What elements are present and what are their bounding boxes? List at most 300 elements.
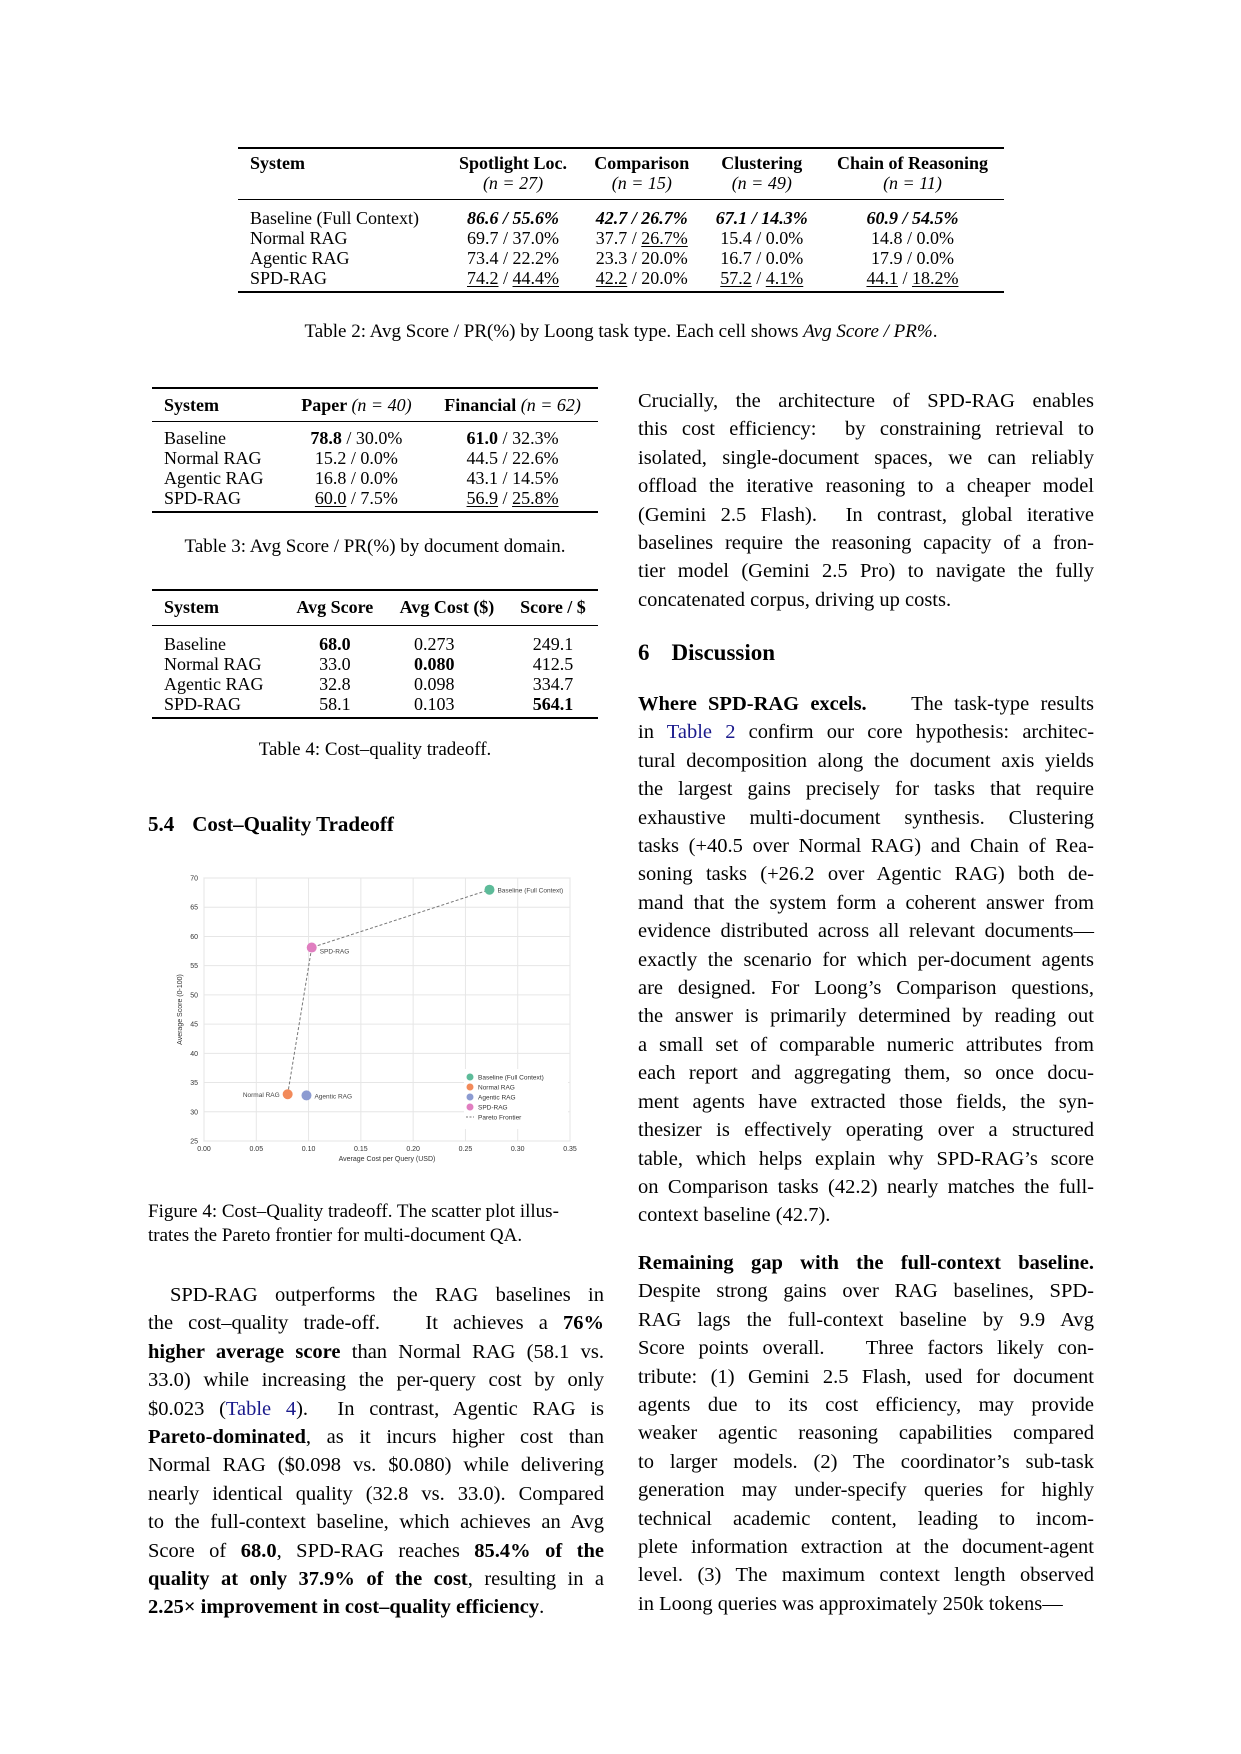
table-cell-system: SPD-RAG xyxy=(250,268,328,288)
cell-pr: 0.0% xyxy=(916,228,954,248)
y-tick-label: 55 xyxy=(190,963,198,971)
cell-pr: 44.4% xyxy=(512,268,560,288)
text-line xyxy=(638,472,1094,500)
table-3 xyxy=(152,387,598,513)
cell-score: 78.8 xyxy=(310,428,342,448)
table-cell xyxy=(427,488,598,512)
table-row xyxy=(152,694,598,718)
cell-score: 44.1 xyxy=(866,268,898,288)
table-row xyxy=(152,654,598,674)
legend-marker xyxy=(467,1074,474,1081)
cell-pr: 54.5% xyxy=(911,208,959,228)
text-line xyxy=(638,1561,1094,1589)
text-span: table, which helps explain why SPD-RAG’s score xyxy=(638,1147,1094,1170)
y-tick-label: 65 xyxy=(190,904,198,912)
text-span: offload the iterative reasoning to a cheaper model xyxy=(638,475,1094,498)
text-line xyxy=(638,557,1094,585)
text-line xyxy=(148,1565,604,1593)
text-line xyxy=(148,1281,604,1309)
x-tick-label: 0.20 xyxy=(406,1146,420,1153)
x-tick-label: 0.15 xyxy=(354,1146,368,1153)
table-4-caption: Table 4: Cost–quality tradeoff. xyxy=(258,739,492,760)
text-span: plete information extraction at the document-agent xyxy=(638,1536,1094,1559)
cell-separator: / xyxy=(498,468,513,488)
text-line xyxy=(638,974,1094,1002)
text-line xyxy=(638,1059,1094,1087)
text-span: Despite strong gains over RAG baselines, SPD- xyxy=(638,1280,1094,1303)
table-4-header-row xyxy=(152,590,598,626)
table-row xyxy=(238,200,1004,229)
legend-label: Normal RAG xyxy=(478,1084,515,1092)
x-tick-label: 0.05 xyxy=(249,1146,264,1153)
table-2-header-4 xyxy=(821,148,1004,200)
cell-score: 74.2 xyxy=(467,268,499,288)
cell-pr: 20.0% xyxy=(641,248,688,268)
text-line xyxy=(148,1309,604,1337)
text-line xyxy=(638,1476,1094,1504)
text-span: to larger models. (2) The coordinator’s sub-task xyxy=(638,1450,1094,1473)
text-span: 33.0) while increasing the per-query cost by only xyxy=(148,1369,604,1392)
table-row xyxy=(152,626,598,655)
text-line xyxy=(148,1537,604,1565)
text-line xyxy=(638,1116,1094,1144)
cell-pr: 0.0% xyxy=(360,448,398,468)
table-cell xyxy=(445,268,581,292)
text-line xyxy=(148,1338,604,1366)
cell-separator: / xyxy=(498,448,513,468)
cell-pr: 22.2% xyxy=(512,248,560,268)
text-span: the largest gains precisely for tasks that require xyxy=(638,778,1094,801)
cell-score: 86.6 xyxy=(467,208,499,228)
x-axis-label: Average Cost per Query (USD) xyxy=(338,1156,436,1163)
text-span: tier model (Gemini 2.5 Pro) to navigate the fully xyxy=(638,560,1094,583)
table-cell-system: SPD-RAG xyxy=(164,694,242,714)
text-span: Normal RAG ($0.098 vs. $0.080) while delivering xyxy=(148,1454,604,1477)
table-2-header-label: Clustering xyxy=(721,153,803,173)
text-line xyxy=(148,1508,604,1536)
table-cell xyxy=(286,448,427,468)
table-cell xyxy=(286,468,427,488)
text-span: technical academic content, leading to incom- xyxy=(638,1507,1094,1530)
table-2-header-row xyxy=(238,148,1004,200)
text-line xyxy=(638,501,1094,529)
cell-pr: 14.3% xyxy=(761,208,808,228)
table-2-header-label: System xyxy=(250,153,305,173)
table-cell-system: Agentic RAG xyxy=(250,248,350,268)
bold-text: 2.25× improvement in cost–quality efficiency xyxy=(148,1596,540,1619)
table-4-header-0: System xyxy=(152,590,284,626)
text-line xyxy=(638,832,1094,860)
table-cell: 249.1 xyxy=(532,634,574,654)
table-cell: 33.0 xyxy=(319,654,351,674)
text-line xyxy=(638,804,1094,832)
table-cell: 58.1 xyxy=(319,694,351,714)
y-tick-label: 45 xyxy=(190,1021,198,1029)
text-span: a small set of comparable numeric attributes from xyxy=(638,1033,1094,1056)
cell-separator: / xyxy=(751,268,766,288)
text-span: each report and aggregating them, so once docu- xyxy=(638,1062,1094,1085)
y-tick-label: 60 xyxy=(190,933,198,941)
table-3-header-row xyxy=(152,388,598,422)
text-span: generation may under-specify queries for highly xyxy=(638,1479,1094,1502)
text-line xyxy=(638,889,1094,917)
table-2 xyxy=(238,147,1004,293)
text-line xyxy=(148,1480,604,1508)
text-span: mand that the system form a coherent answer from xyxy=(638,891,1094,914)
cell-separator: / xyxy=(897,208,912,228)
text-line xyxy=(638,387,1094,415)
legend-marker xyxy=(467,1094,474,1101)
cell-separator: / xyxy=(498,488,513,508)
y-axis-label: Average Score (0-100) xyxy=(177,974,184,1045)
table-cell: 412.5 xyxy=(532,654,574,674)
legend-label: SPD-RAG xyxy=(478,1104,508,1112)
cell-score: 67.1 xyxy=(715,208,748,228)
table-4-header-1: Avg Score xyxy=(284,590,386,626)
text-line xyxy=(638,1249,1094,1277)
table-cell-system: SPD-RAG xyxy=(164,488,242,508)
scatter-point-spd-rag xyxy=(307,943,317,953)
table-cell-system: Baseline (Full Context) xyxy=(250,208,419,228)
table-cell: 564.1 xyxy=(532,694,574,714)
text-line xyxy=(148,1366,604,1394)
text-line xyxy=(638,444,1094,472)
text-line xyxy=(638,1277,1094,1305)
y-tick-label: 35 xyxy=(190,1080,198,1088)
scatter-point-baseline-full-context- xyxy=(484,885,494,895)
cell-pr: 37.0% xyxy=(512,228,560,248)
text-span: in xyxy=(638,721,667,744)
table-row xyxy=(152,448,598,468)
table-cell xyxy=(581,268,703,292)
table-2-caption: Table 2: Avg Score / PR(%) by Loong task type. Each cell shows Avg Score / PR%. xyxy=(304,321,938,342)
text-span: the cost–quality trade-off. It achieves a xyxy=(148,1312,563,1335)
table-cell xyxy=(427,448,598,468)
text-line xyxy=(638,917,1094,945)
bold-text: quality at only 37.9% of the cost xyxy=(148,1568,468,1591)
table-3-caption: Table 3: Avg Score / PR(%) by document domain. xyxy=(184,536,566,557)
text-line xyxy=(638,860,1094,888)
cell-score: 44.5 xyxy=(466,448,499,468)
table-3-header-financial: Financial (n = 62) xyxy=(427,388,598,422)
cell-pr: 7.5% xyxy=(360,488,398,508)
text-line xyxy=(638,718,1094,746)
bold-text: 68.0 xyxy=(240,1539,277,1562)
text-line xyxy=(638,1334,1094,1362)
cell-pr: 20.0% xyxy=(641,268,688,288)
table-cell: 0.273 xyxy=(414,634,455,654)
text-line xyxy=(638,1419,1094,1447)
cell-pr: 0.0% xyxy=(765,248,804,268)
text-span: tural decomposition along the document axis yields xyxy=(638,749,1094,772)
point-label: Baseline (Full Context) xyxy=(497,887,564,895)
cell-separator: / xyxy=(902,248,917,268)
cell-separator: / xyxy=(341,428,356,448)
bold-text: Where SPD-RAG excels. xyxy=(638,693,867,715)
text-line xyxy=(148,1423,604,1451)
table-cell xyxy=(286,488,427,512)
text-span: nearly identical quality (32.8 vs. 33.0). Compared xyxy=(148,1482,604,1505)
cell-score: 16.8 xyxy=(314,468,347,488)
cell-pr: 4.1% xyxy=(765,268,804,288)
point-label: SPD-RAG xyxy=(319,948,350,956)
cell-separator: / xyxy=(346,488,361,508)
left-paragraph xyxy=(148,1281,604,1622)
text-span: , as it incurs higher cost than xyxy=(305,1426,604,1449)
table-cell-system: Normal RAG xyxy=(164,654,262,674)
cell-separator: / xyxy=(498,428,513,448)
table-4 xyxy=(152,589,598,719)
table-4-header-2: Avg Cost ($) xyxy=(386,590,508,626)
text-line xyxy=(638,775,1094,803)
cell-separator: / xyxy=(498,228,513,248)
legend-marker xyxy=(467,1084,474,1091)
table-cell: 0.098 xyxy=(414,674,455,694)
table-cell xyxy=(286,422,427,449)
cell-score: 37.7 xyxy=(595,228,628,248)
cell-separator: / xyxy=(627,268,642,288)
legend-label: Pareto Frontier xyxy=(478,1114,522,1122)
text-span: evidence distributed across all relevant documents— xyxy=(638,920,1094,943)
section-5-4-heading: 5.4 Cost–Quality Tradeoff xyxy=(148,812,394,836)
text-line xyxy=(148,1593,604,1621)
text-line xyxy=(638,1363,1094,1391)
cell-score: 42.2 xyxy=(595,268,628,288)
table-cell xyxy=(445,228,581,248)
text-line xyxy=(638,946,1094,974)
table-cell: 334.7 xyxy=(532,674,574,694)
cell-separator: / xyxy=(751,228,766,248)
table-row xyxy=(152,488,598,512)
cell-separator: / xyxy=(627,228,642,248)
cell-pr: 18.2% xyxy=(911,268,959,288)
table-cell: 68.0 xyxy=(319,634,351,654)
x-tick-label: 0.10 xyxy=(301,1146,316,1153)
cell-separator: / xyxy=(346,448,361,468)
text-span: thesizer is effectively operating over a structured xyxy=(638,1119,1094,1142)
bold-text: higher average score xyxy=(148,1340,341,1363)
table-cell xyxy=(581,200,703,229)
legend-marker xyxy=(467,1104,474,1111)
table-2-header-n: (n = 11) xyxy=(883,173,942,193)
figure-4-caption: Figure 4: Cost–Quality tradeoff. The scatter plot illus- trates the Pareto frontier for multi-document QA. xyxy=(148,1201,559,1246)
text-span: soning tasks (+26.2 over Agentic RAG) both de- xyxy=(638,863,1094,886)
text-line xyxy=(638,1505,1094,1533)
table-4-header-3: Score / $ xyxy=(508,590,598,626)
cell-separator: / xyxy=(902,228,917,248)
table-2-header-0 xyxy=(238,148,445,200)
cell-separator: / xyxy=(897,268,912,288)
text-span: The task-type results xyxy=(866,693,1094,715)
text-line xyxy=(638,1590,1094,1618)
table-cell: 0.103 xyxy=(414,694,455,714)
table-cell xyxy=(821,228,1004,248)
cell-score: 14.8 xyxy=(870,228,903,248)
cell-score: 57.2 xyxy=(720,268,752,288)
text-span: ment agents have extracted those fields, the syn- xyxy=(638,1090,1094,1113)
table-cell-system: Agentic RAG xyxy=(164,674,264,694)
x-tick-label: 0.30 xyxy=(510,1146,525,1153)
cell-separator: / xyxy=(627,208,642,228)
text-line xyxy=(638,1002,1094,1030)
table-row xyxy=(238,248,1004,268)
table-2-header-n: (n = 49) xyxy=(731,173,792,193)
right-paragraph-remaining-gap xyxy=(638,1249,1094,1618)
bold-text: Remaining gap with the full-context baseline. xyxy=(638,1252,1094,1274)
text-span: Crucially, the architecture of SPD-RAG enables xyxy=(638,390,1094,412)
table-cell: 0.080 xyxy=(414,654,455,674)
text-span: baselines require the reasoning capacity of a fron- xyxy=(638,532,1094,555)
text-span: this cost efficiency: by constraining retrieval to xyxy=(638,418,1094,441)
y-tick-label: 40 xyxy=(190,1050,198,1058)
text-line xyxy=(638,1306,1094,1334)
text-span: on Comparison tasks (42.2) nearly matches the full- xyxy=(638,1175,1094,1198)
text-span: are designed. For Loong’s Comparison questions, xyxy=(638,977,1094,1000)
text-line xyxy=(638,1448,1094,1476)
cell-score: 23.3 xyxy=(595,248,628,268)
cell-pr: 14.5% xyxy=(512,468,559,488)
legend-label: Baseline (Full Context) xyxy=(478,1074,544,1082)
text-span: level. (3) The maximum context length observed xyxy=(638,1564,1094,1587)
text-line xyxy=(638,1533,1094,1561)
right-paragraph-cost-efficiency xyxy=(638,387,1094,614)
cell-score: 69.7 xyxy=(467,228,499,248)
text-span: concatenated corpus, driving up costs. xyxy=(638,588,952,611)
table-cell-system: Baseline xyxy=(164,428,226,448)
text-line xyxy=(638,1088,1094,1116)
point-label: Normal RAG xyxy=(242,1092,280,1100)
table-2-header-2 xyxy=(581,148,703,200)
text-line xyxy=(638,529,1094,557)
cell-pr: 55.6% xyxy=(512,208,560,228)
table-cell xyxy=(821,268,1004,292)
cell-score: 16.7 xyxy=(720,248,752,268)
table-2-header-label: Spotlight Loc. xyxy=(458,153,568,173)
text-span: $0.023 ( xyxy=(148,1397,226,1420)
cell-pr: 25.8% xyxy=(512,488,559,508)
table-2-header-n: (n = 27) xyxy=(482,173,544,193)
table-reference-link[interactable]: Table 4 xyxy=(225,1397,297,1420)
cell-separator: / xyxy=(346,468,361,488)
cell-pr: 0.0% xyxy=(765,228,804,248)
table-cell xyxy=(581,228,703,248)
cell-score: 60.0 xyxy=(314,488,347,508)
text-span: exactly the scenario for which per-document agents xyxy=(638,948,1094,971)
text-span: , SPD-RAG reaches xyxy=(276,1539,475,1562)
table-cell-system: Normal RAG xyxy=(250,228,348,248)
table-cell xyxy=(703,248,821,268)
text-line xyxy=(638,1145,1094,1173)
text-span: to the full-context baseline, which achieves an Avg xyxy=(148,1511,604,1534)
cell-separator: / xyxy=(498,248,513,268)
text-span: the answer is primarily determined by reading out xyxy=(638,1005,1094,1028)
table-2-header-label: Chain of Reasoning xyxy=(836,153,988,173)
cell-pr: 22.6% xyxy=(512,448,559,468)
x-tick-label: 0.00 xyxy=(197,1146,211,1153)
cell-separator: / xyxy=(751,248,766,268)
table-row xyxy=(152,674,598,694)
table-row xyxy=(152,468,598,488)
text-line xyxy=(638,1391,1094,1419)
cell-separator: / xyxy=(627,248,642,268)
cell-score: 60.9 xyxy=(866,208,898,228)
bold-text: Pareto-dominated xyxy=(148,1426,306,1449)
figure-4-chart xyxy=(170,872,580,1174)
table-row xyxy=(152,422,598,449)
cell-score: 17.9 xyxy=(870,248,903,268)
table-cell-system: Agentic RAG xyxy=(164,468,264,488)
legend-label: Agentic RAG xyxy=(478,1094,516,1102)
table-cell xyxy=(445,200,581,229)
cell-pr: 26.7% xyxy=(641,228,688,248)
x-tick-label: 0.25 xyxy=(458,1146,473,1153)
cell-score: 43.1 xyxy=(466,468,499,488)
table-cell xyxy=(581,248,703,268)
point-label: Agentic RAG xyxy=(314,1093,353,1101)
table-cell xyxy=(703,268,821,292)
text-span: . xyxy=(539,1596,545,1619)
cell-score: 73.4 xyxy=(467,248,499,268)
text-span: exhaustive multi-document synthesis. Clustering xyxy=(638,806,1094,829)
table-cell-system: Normal RAG xyxy=(164,448,262,468)
text-span: RAG lags the full-context baseline by 9.9 Avg xyxy=(638,1308,1094,1331)
table-cell: 32.8 xyxy=(319,674,351,694)
text-span: weaker agentic reasoning capabilities compared xyxy=(638,1422,1094,1445)
text-line xyxy=(638,1201,1094,1229)
y-tick-label: 50 xyxy=(190,992,198,1000)
table-cell xyxy=(821,248,1004,268)
right-paragraph-where-excels xyxy=(638,690,1094,1230)
table-cell xyxy=(427,422,598,449)
cell-score: 15.4 xyxy=(720,228,752,248)
table-reference-link[interactable]: Table 2 xyxy=(666,721,736,744)
text-span: (Gemini 2.5 Flash). In contrast, global iterative xyxy=(638,503,1094,526)
cell-pr: 0.0% xyxy=(916,248,954,268)
table-cell xyxy=(703,200,821,229)
scatter-point-normal-rag xyxy=(283,1089,293,1099)
section-6-heading: 6 Discussion xyxy=(638,640,776,665)
text-line xyxy=(638,1031,1094,1059)
y-tick-label: 30 xyxy=(190,1109,198,1117)
table-row xyxy=(238,268,1004,292)
cell-separator: / xyxy=(747,208,762,228)
cell-pr: 0.0% xyxy=(360,468,398,488)
cell-pr: 30.0% xyxy=(355,428,403,448)
bold-text: 76% xyxy=(563,1312,604,1335)
text-line xyxy=(638,1173,1094,1201)
table-3-header-paper: Paper (n = 40) xyxy=(286,388,427,422)
text-span: , resulting in a xyxy=(467,1568,604,1591)
table-2-header-3 xyxy=(703,148,821,200)
cell-separator: / xyxy=(498,208,513,228)
text-line xyxy=(148,1395,604,1423)
text-line xyxy=(638,690,1094,718)
text-span: isolated, single-document spaces, we can reliably xyxy=(638,446,1094,469)
table-row xyxy=(238,228,1004,248)
table-3-header-system: System xyxy=(152,388,286,422)
table-2-header-label: Comparison xyxy=(594,153,690,173)
text-span: context baseline (42.7). xyxy=(638,1204,831,1227)
table-2-header-1 xyxy=(445,148,581,200)
table-cell xyxy=(703,228,821,248)
cell-score: 15.2 xyxy=(314,448,347,468)
cell-pr: 32.3% xyxy=(512,428,559,448)
text-line xyxy=(638,586,1094,614)
table-2-header-n: (n = 15) xyxy=(611,173,672,193)
text-line xyxy=(638,747,1094,775)
text-span: confirm our core hypothesis: architec- xyxy=(735,721,1095,744)
bold-text: 85.4% of the xyxy=(474,1539,604,1562)
